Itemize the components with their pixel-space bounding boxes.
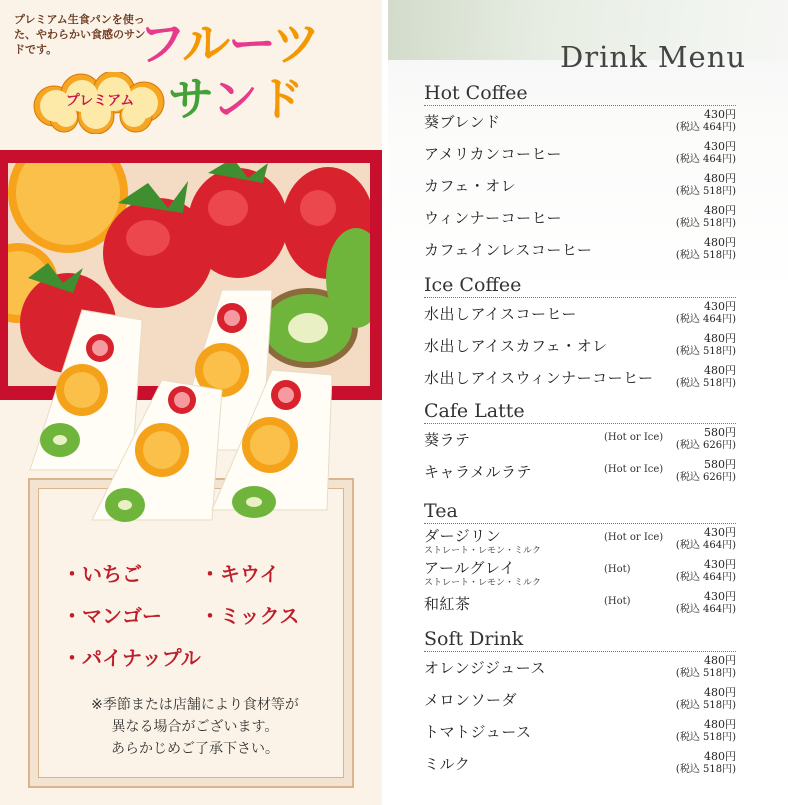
item-price: 430円 <box>704 590 736 603</box>
item-price-with-tax: (税込 518円) <box>675 346 736 357</box>
title-char: フ <box>138 16 183 72</box>
flavor-pineapple: ・パイナップル <box>62 646 201 670</box>
availability-note <box>60 694 330 760</box>
item-price: 430円 <box>704 108 736 121</box>
item-price-with-tax: (税込 464円) <box>675 154 736 165</box>
item-temperature: (Hot) <box>604 564 631 575</box>
item-price-with-tax: (税込 518円) <box>675 764 736 775</box>
title-sando <box>168 74 304 124</box>
menu-item <box>424 106 736 138</box>
item-name: 水出しアイスカフェ・オレ <box>424 337 608 355</box>
item-price-with-tax: (税込 518円) <box>675 700 736 711</box>
menu-item <box>424 234 736 266</box>
item-price-with-tax: (税込 626円) <box>675 472 736 483</box>
sandwich-illustration <box>22 280 362 530</box>
menu-item <box>424 138 736 170</box>
item-temperature: (Hot or Ice) <box>604 532 664 543</box>
title-char: ツ <box>272 16 319 72</box>
item-price: 580円 <box>704 426 736 439</box>
menu-item <box>424 588 736 620</box>
section-title: Cafe Latte <box>424 400 736 424</box>
item-price: 580円 <box>704 458 736 471</box>
item-name: メロンソーダ <box>424 691 518 709</box>
item-price-with-tax: (税込 518円) <box>675 218 736 229</box>
item-price-with-tax: (税込 464円) <box>675 604 736 615</box>
item-price-with-tax: (税込 518円) <box>675 668 736 679</box>
item-name: 水出しアイスウィンナーコーヒー <box>424 369 654 387</box>
flavor-kiwi: ・キウイ <box>200 562 280 586</box>
menu-item <box>424 362 736 394</box>
item-price-block <box>676 526 736 552</box>
menu-item <box>424 684 736 716</box>
item-name: オレンジジュース <box>424 659 546 677</box>
menu-item <box>424 202 736 234</box>
item-name: カフェ・オレ <box>424 177 517 195</box>
tagline: プレミアム生食パンを使った、やわらかい食感のサンドです。 <box>14 13 146 56</box>
item-name: カフェインレスコーヒー <box>424 241 593 259</box>
menu-item <box>424 330 736 362</box>
item-temperature: (Hot or Ice) <box>604 432 664 443</box>
menu-section <box>424 274 736 394</box>
flavor-mango: ・マンゴー <box>62 604 162 628</box>
item-price-block <box>676 140 736 166</box>
item-options: ストレート・レモン・ミルク <box>424 578 541 588</box>
menu-item <box>424 298 736 330</box>
section-title: Ice Coffee <box>424 274 736 298</box>
item-name: トマトジュース <box>424 723 532 741</box>
item-price-with-tax: (税込 464円) <box>675 540 736 551</box>
menu-item <box>424 556 736 588</box>
item-price-with-tax: (税込 518円) <box>675 732 736 743</box>
title-char: ー <box>228 16 273 72</box>
item-price-block <box>676 590 736 616</box>
item-temperature: (Hot or Ice) <box>604 464 664 475</box>
item-price-block <box>676 172 736 198</box>
menu-item <box>424 424 736 456</box>
title-char: ド <box>257 72 304 126</box>
item-price-block <box>676 236 736 262</box>
flavor-strawberry: ・いちご <box>62 562 142 586</box>
menu-section <box>424 500 736 620</box>
title-fruits <box>138 18 318 70</box>
item-price-with-tax: (税込 518円) <box>675 378 736 389</box>
item-price-block <box>676 426 736 452</box>
item-price: 430円 <box>704 526 736 539</box>
item-price-block <box>676 300 736 326</box>
item-name: ウィンナーコーヒー <box>424 209 563 227</box>
section-title: Tea <box>424 500 736 524</box>
item-price-block <box>676 332 736 358</box>
drink-menu-title: Drink Menu <box>560 40 747 74</box>
item-price: 430円 <box>704 300 736 313</box>
item-price-with-tax: (税込 518円) <box>675 186 736 197</box>
item-price-block <box>676 108 736 134</box>
fruit-sandwich-poster <box>0 0 382 805</box>
flavor-mix: ・ミックス <box>200 604 300 628</box>
note-line: あらかじめご了承下さい。 <box>111 741 279 757</box>
item-name: アールグレイ <box>424 559 516 577</box>
menu-section <box>424 400 736 488</box>
title-char: ル <box>182 16 229 72</box>
item-price: 480円 <box>704 364 736 377</box>
item-temperature: (Hot) <box>604 596 631 607</box>
menu-item <box>424 716 736 748</box>
item-name: 葵ラテ <box>424 431 471 449</box>
note-line: ※季節または店舗により食材等が <box>91 697 299 713</box>
menu-item <box>424 652 736 684</box>
item-price-block <box>676 718 736 744</box>
item-price: 480円 <box>704 654 736 667</box>
item-price: 480円 <box>704 236 736 249</box>
item-price: 480円 <box>704 172 736 185</box>
item-price: 480円 <box>704 332 736 345</box>
item-price-block <box>676 558 736 584</box>
item-name: 和紅茶 <box>424 595 471 613</box>
menu-item <box>424 748 736 780</box>
item-price: 480円 <box>704 204 736 217</box>
item-price-with-tax: (税込 518円) <box>675 250 736 261</box>
item-price-with-tax: (税込 464円) <box>675 314 736 325</box>
item-name: ダージリン <box>424 527 502 545</box>
menu-section <box>424 82 736 266</box>
title-char: サ <box>168 72 212 126</box>
item-name: キャラメルラテ <box>424 463 533 481</box>
menu-section <box>424 628 736 780</box>
item-price: 480円 <box>704 750 736 763</box>
item-name: 葵ブレンド <box>424 113 501 131</box>
item-price: 430円 <box>704 140 736 153</box>
item-options: ストレート・レモン・ミルク <box>424 546 541 556</box>
item-price-with-tax: (税込 464円) <box>675 122 736 133</box>
item-price-block <box>676 458 736 484</box>
drink-menu-panel <box>388 0 788 805</box>
menu-item <box>424 456 736 488</box>
premium-badge: プレミアム <box>65 93 135 109</box>
menu-item <box>424 524 736 556</box>
item-name: ミルク <box>424 755 471 773</box>
item-price-with-tax: (税込 626円) <box>675 440 736 451</box>
item-name: 水出しアイスコーヒー <box>424 305 577 323</box>
item-price: 480円 <box>704 718 736 731</box>
item-price-block <box>676 750 736 776</box>
title-char: ン <box>211 72 258 126</box>
item-price: 430円 <box>704 558 736 571</box>
menu-item <box>424 170 736 202</box>
item-price-with-tax: (税込 464円) <box>675 572 736 583</box>
note-line: 異なる場合がございます。 <box>111 719 279 735</box>
item-price-block <box>676 204 736 230</box>
item-price: 480円 <box>704 686 736 699</box>
item-price-block <box>676 686 736 712</box>
section-title: Soft Drink <box>424 628 736 652</box>
section-title: Hot Coffee <box>424 82 736 106</box>
item-price-block <box>676 364 736 390</box>
item-price-block <box>676 654 736 680</box>
item-name: アメリカンコーヒー <box>424 145 562 163</box>
